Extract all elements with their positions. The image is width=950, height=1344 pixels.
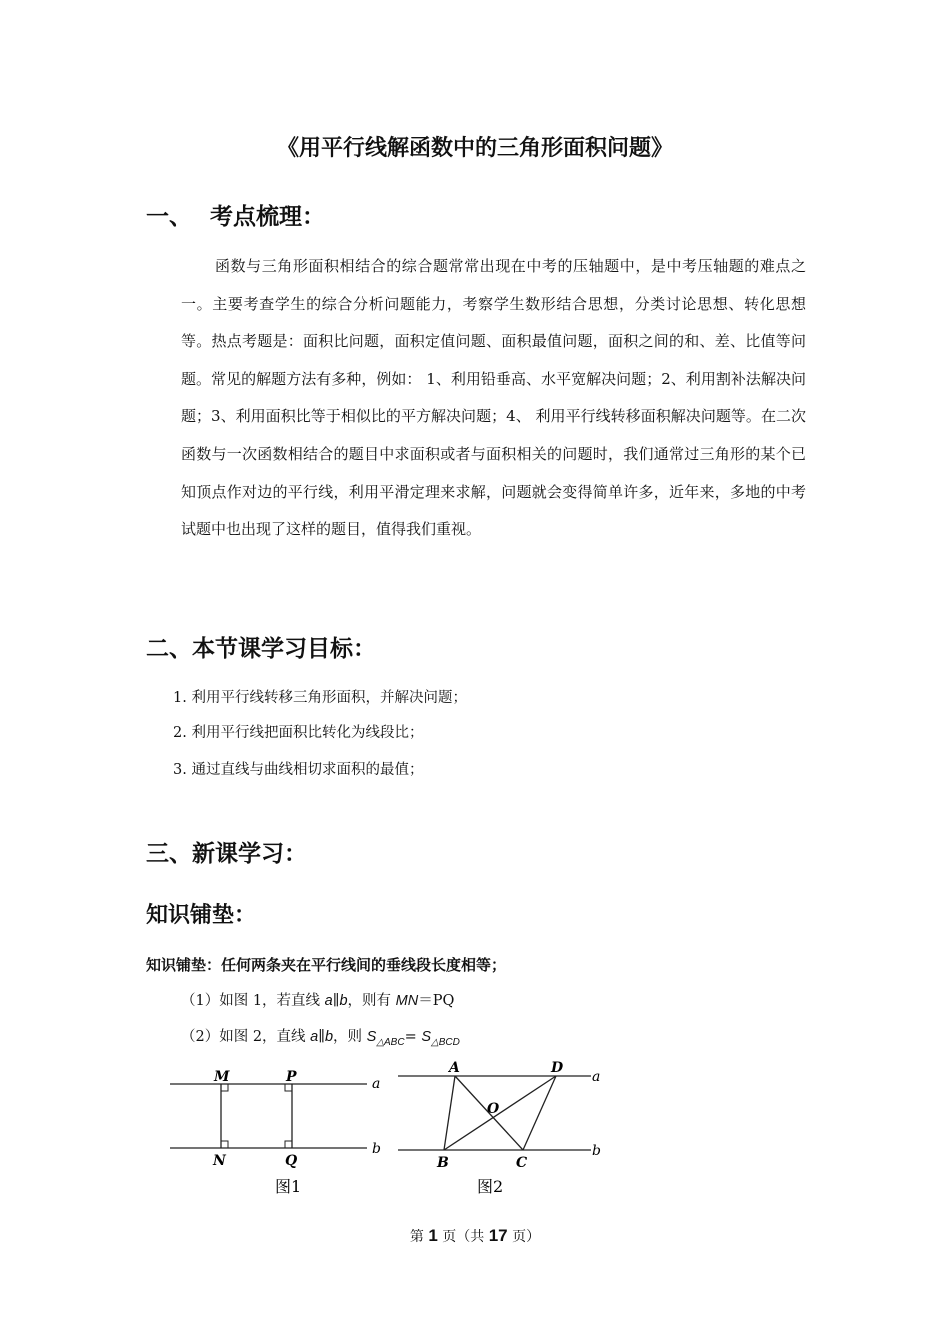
section-3-heading: 三、新课学习： [146,841,307,867]
section-1-title: 考点梳理： [210,204,325,230]
fig2-segment-ab [444,1076,455,1150]
page-title: 《用平行线解函数中的三角形面积问题》 [276,136,673,161]
intro-paragraph-block [181,248,806,549]
knowledge-subheading: 知识铺垫： [146,903,257,928]
item2-s1: S [366,1029,377,1045]
item2-sub1: △ABC [376,1036,405,1048]
fig1-right-angle-q [285,1141,292,1148]
item2-mid: ，则 [333,1029,367,1045]
fig1-label-m: M [214,1069,230,1085]
fig2-label-b: b [592,1143,601,1159]
item1-var-a: a [324,993,333,1009]
fig1-right-angle-p [285,1084,292,1091]
item1-mid: ，则有 [347,993,396,1009]
footer-mid: 页（共 [437,1229,489,1245]
item2-eq: = [404,1029,422,1045]
item1-parallel: ∥ [332,993,340,1009]
fig1-label-a: a [372,1076,381,1092]
item2-s2: S [421,1029,432,1045]
section-1-heading [146,198,325,231]
goal-item-1: 1. 利用平行线转移三角形面积，并解决问题； [173,690,467,706]
fig1-right-angle-m [221,1084,228,1091]
fig2-label-a: a [592,1069,601,1085]
fig2-label-d: D [551,1060,564,1076]
lemma-statement: 知识铺垫：任何两条夹在平行线间的垂线段长度相等； [146,956,507,974]
goal-item-3: 3. 通过直线与曲线相切求面积的最值； [173,762,424,778]
fig1-label-n: N [213,1153,226,1169]
section-1-number: 一、 [146,204,192,230]
footer-pre: 第 [409,1229,429,1245]
fig2-label-c: C [516,1155,528,1171]
item2-parallel: ∥ [318,1029,325,1045]
fig2-label-b-point: B [437,1155,449,1171]
intro-paragraph: 函数与三角形面积相结合的综合题常常出现在中考的压轴题中，是中考压轴题的难点之一。主要考查学生的综合分析问题能力，考察学生数形结合思想，分类讨论思想、转化思想等。热点考题是：面积比问题，面积定值问题、面积最值问题，面积之间的和、差、比值等问题。常见的解题方法有多种，例如： 1、利用铅垂高、水平宽解决问题；2、利用割补法解决问题；3、利用面积比等于相似比的平方解决问题；4、 利用平行线转移面积解决问题等。在二次函数与一次函数相结合的题目中求面积或者与面积相关的问题时，我们通常过三角形的某个已知顶点作对边的平行线，利用平滑定理来求解，问题就会变得简单许多，近年来，多地的中考试题中也出现了这样的题目，值得我们重视。 [181,257,806,539]
footer-total-pages: 17 [488,1226,508,1245]
example-item-1 [181,989,454,1010]
footer-post: 页） [507,1229,541,1245]
item2-var-b: b [324,1029,334,1045]
item1-prefix: （1）如图 1，若直线 [181,993,325,1009]
item2-var-a: a [310,1029,319,1045]
page-footer [0,1226,950,1246]
footer-page-number: 1 [428,1226,438,1245]
fig1-label-q: Q [285,1153,298,1169]
item2-prefix: （2）如图 2，直线 [181,1029,311,1045]
figure-1 [165,1062,390,1202]
figure-2 [393,1058,618,1203]
item2-sub2: △BCD [431,1036,460,1048]
item1-mn: MN [395,993,419,1009]
fig2-label-o: O [487,1101,500,1117]
fig2-caption: 图2 [477,1177,504,1196]
item1-var-b: b [339,993,348,1009]
fig1-right-angle-n [221,1141,228,1148]
example-item-2 [181,1025,460,1048]
fig2-label-a-point: A [449,1060,460,1076]
fig1-label-b: b [372,1141,381,1157]
goal-item-2: 2. 利用平行线把面积比转化为线段比； [173,725,424,741]
fig1-caption: 图1 [275,1177,302,1196]
section-2-heading: 二、本节课学习目标： [146,636,376,662]
item1-rest: ＝PQ [418,993,455,1009]
fig1-label-p: P [286,1069,297,1085]
